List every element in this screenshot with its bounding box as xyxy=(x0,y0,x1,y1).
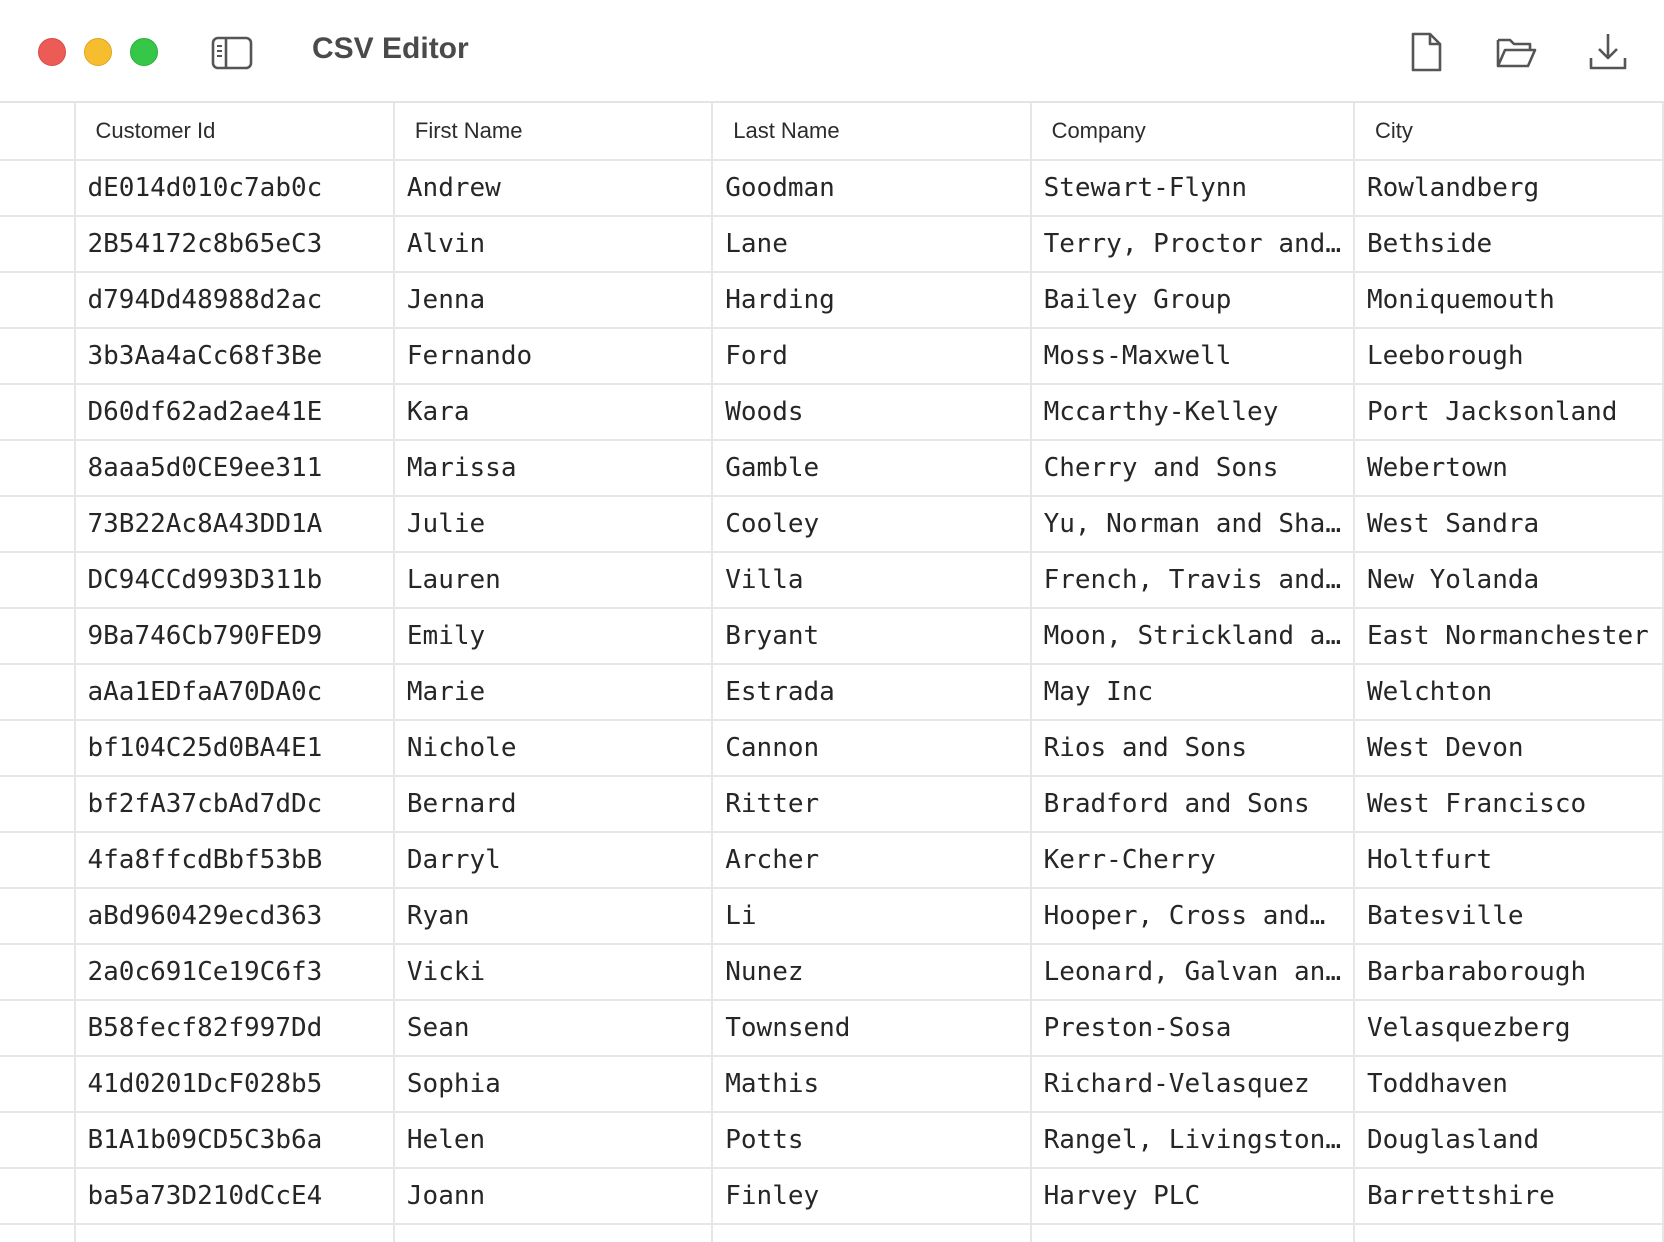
table-cell[interactable]: Yu, Norman and Sha… xyxy=(1031,496,1354,552)
table-cell[interactable]: Cannon xyxy=(712,720,1030,776)
row-number-cell xyxy=(0,888,75,944)
table-cell[interactable]: Leeborough xyxy=(1354,328,1663,384)
table-body xyxy=(0,160,1663,1242)
new-document-icon[interactable] xyxy=(1404,30,1448,74)
table-cell[interactable]: Mathis xyxy=(712,1056,1030,1112)
table-cell[interactable]: Ritter xyxy=(712,776,1030,832)
table-row[interactable] xyxy=(0,664,1663,720)
table-cell[interactable]: Barrettshire xyxy=(1354,1168,1663,1224)
csv-table-container[interactable] xyxy=(0,103,1664,1242)
table-cell[interactable]: Preston-Sosa xyxy=(1031,1000,1354,1056)
table-row[interactable] xyxy=(0,776,1663,832)
table-cell[interactable]: Leonard, Galvan an… xyxy=(1031,944,1354,1000)
download-icon[interactable] xyxy=(1586,30,1630,74)
table-row[interactable] xyxy=(0,720,1663,776)
column-header[interactable]: City xyxy=(1354,103,1663,160)
table-row[interactable] xyxy=(0,496,1663,552)
row-number-cell xyxy=(0,216,75,272)
table-row[interactable] xyxy=(0,888,1663,944)
table-cell[interactable]: Douglasland xyxy=(1354,1112,1663,1168)
zoom-window-button[interactable] xyxy=(130,38,158,66)
table-cell[interactable]: 9Ba746Cb790FED9 xyxy=(75,608,394,664)
row-number-header xyxy=(0,103,75,160)
table-cell[interactable]: Bernard xyxy=(394,776,712,832)
row-number-cell xyxy=(0,1056,75,1112)
row-number-cell xyxy=(0,608,75,664)
table-cell[interactable]: Ryan xyxy=(394,888,712,944)
table-cell[interactable]: Velasquezberg xyxy=(1354,1000,1663,1056)
table-cell[interactable]: May Inc xyxy=(1031,664,1354,720)
table-cell[interactable]: Stewart-Flynn xyxy=(1031,160,1354,216)
header-row xyxy=(0,103,1663,160)
table-cell[interactable]: Moon, Strickland a… xyxy=(1031,608,1354,664)
table-cell[interactable]: Welchton xyxy=(1354,664,1663,720)
table-cell[interactable]: Bradford and Sons xyxy=(1031,776,1354,832)
row-number-cell xyxy=(0,160,75,216)
table-cell[interactable]: Gamble xyxy=(712,440,1030,496)
table-cell[interactable]: Rangel, Livingston… xyxy=(1031,1112,1354,1168)
table-cell[interactable]: 4fa8ffcdBbf53bB xyxy=(75,832,394,888)
table-cell[interactable]: B58fecf82f997Dd xyxy=(75,1000,394,1056)
table-cell[interactable]: Townsend xyxy=(712,1000,1030,1056)
row-number-cell xyxy=(0,1168,75,1224)
table-cell[interactable]: Vicki xyxy=(394,944,712,1000)
table-cell[interactable]: bf104C25d0BA4E1 xyxy=(75,720,394,776)
table-row[interactable] xyxy=(0,608,1663,664)
table-cell[interactable]: Terry, Proctor and… xyxy=(1031,216,1354,272)
table-cell[interactable]: Richard-Velasquez xyxy=(1031,1056,1354,1112)
row-number-cell xyxy=(0,720,75,776)
table-cell[interactable]: Harvey PLC xyxy=(1031,1168,1354,1224)
window-title: CSV Editor xyxy=(312,32,469,65)
table-cell[interactable]: 8aaa5d0CE9ee311 xyxy=(75,440,394,496)
table-cell[interactable]: aBd960429ecd363 xyxy=(75,888,394,944)
table-cell[interactable]: Cherry and Sons xyxy=(1031,440,1354,496)
table-cell[interactable]: Barbaraborough xyxy=(1354,944,1663,1000)
table-cell[interactable]: Joann xyxy=(394,1168,712,1224)
table-cell[interactable]: Helen xyxy=(394,1112,712,1168)
table-cell[interactable]: Archer xyxy=(712,832,1030,888)
row-number-cell xyxy=(0,1224,75,1242)
table-cell[interactable]: ba5a73D210dCcE4 xyxy=(75,1168,394,1224)
table-cell[interactable]: Rios and Sons xyxy=(1031,720,1354,776)
table-cell[interactable]: 73B22Ac8A43DD1A xyxy=(75,496,394,552)
table-cell[interactable]: Port Jacksonland xyxy=(1354,384,1663,440)
table-cell[interactable]: Hooper, Cross and… xyxy=(1031,888,1354,944)
table-cell[interactable]: DC94CCd993D311b xyxy=(75,552,394,608)
table-row[interactable] xyxy=(0,1112,1663,1168)
table-row[interactable] xyxy=(0,160,1663,216)
row-number-cell xyxy=(0,552,75,608)
table-cell[interactable]: 3b3Aa4aCc68f3Be xyxy=(75,328,394,384)
open-folder-icon[interactable] xyxy=(1494,30,1538,74)
row-number-cell xyxy=(0,440,75,496)
row-number-cell xyxy=(0,664,75,720)
row-number-cell xyxy=(0,832,75,888)
table-cell[interactable]: Holtfurt xyxy=(1354,832,1663,888)
table-cell[interactable] xyxy=(712,1224,1030,1242)
table-cell[interactable] xyxy=(75,1224,394,1242)
table-cell[interactable]: Mccarthy-Kelley xyxy=(1031,384,1354,440)
table-cell[interactable]: West Sandra xyxy=(1354,496,1663,552)
table-cell[interactable]: New Yolanda xyxy=(1354,552,1663,608)
table-cell[interactable]: West Francisco xyxy=(1354,776,1663,832)
table-cell[interactable]: Kara xyxy=(394,384,712,440)
table-cell[interactable]: Estrada xyxy=(712,664,1030,720)
table-row[interactable] xyxy=(0,216,1663,272)
table-cell[interactable]: Moniquemouth xyxy=(1354,272,1663,328)
minimize-window-button[interactable] xyxy=(84,38,112,66)
csv-table xyxy=(0,103,1664,1242)
table-row[interactable] xyxy=(0,1000,1663,1056)
table-cell[interactable]: Bailey Group xyxy=(1031,272,1354,328)
table-row[interactable] xyxy=(0,384,1663,440)
table-cell[interactable]: Webertown xyxy=(1354,440,1663,496)
table-row[interactable] xyxy=(0,328,1663,384)
column-header[interactable]: Last Name xyxy=(712,103,1030,160)
table-cell[interactable]: Harding xyxy=(712,272,1030,328)
column-header[interactable]: Customer Id xyxy=(75,103,394,160)
table-cell[interactable]: West Devon xyxy=(1354,720,1663,776)
table-cell[interactable]: B1A1b09CD5C3b6a xyxy=(75,1112,394,1168)
table-row[interactable] xyxy=(0,1224,1663,1242)
table-cell[interactable]: Sophia xyxy=(394,1056,712,1112)
row-number-cell xyxy=(0,272,75,328)
table-row[interactable] xyxy=(0,944,1663,1000)
row-number-cell xyxy=(0,1112,75,1168)
column-header[interactable]: First Name xyxy=(394,103,712,160)
row-number-cell xyxy=(0,384,75,440)
row-number-cell xyxy=(0,1000,75,1056)
table-cell[interactable]: Julie xyxy=(394,496,712,552)
table-cell[interactable]: Marissa xyxy=(394,440,712,496)
table-cell[interactable]: Li xyxy=(712,888,1030,944)
table-cell[interactable]: Darryl xyxy=(394,832,712,888)
table-cell[interactable]: Alvin xyxy=(394,216,712,272)
table-cell[interactable]: Goodman xyxy=(712,160,1030,216)
table-cell[interactable]: Villa xyxy=(712,552,1030,608)
row-number-cell xyxy=(0,496,75,552)
table-cell[interactable]: D60df62ad2ae41E xyxy=(75,384,394,440)
table-cell[interactable]: Jenna xyxy=(394,272,712,328)
table-cell[interactable]: Potts xyxy=(712,1112,1030,1168)
table-cell[interactable]: French, Travis and… xyxy=(1031,552,1354,608)
table-cell[interactable]: Batesville xyxy=(1354,888,1663,944)
table-cell[interactable]: Cooley xyxy=(712,496,1030,552)
table-cell[interactable]: Marie xyxy=(394,664,712,720)
table-cell[interactable]: bf2fA37cbAd7dDc xyxy=(75,776,394,832)
table-cell[interactable]: Emily xyxy=(394,608,712,664)
table-cell[interactable]: Lane xyxy=(712,216,1030,272)
row-number-cell xyxy=(0,776,75,832)
table-row[interactable] xyxy=(0,1168,1663,1224)
row-number-cell xyxy=(0,328,75,384)
table-cell[interactable]: Fernando xyxy=(394,328,712,384)
table-cell[interactable]: 2a0c691Ce19C6f3 xyxy=(75,944,394,1000)
table-cell[interactable] xyxy=(1031,1224,1354,1242)
table-cell[interactable] xyxy=(1354,1224,1663,1242)
table-cell[interactable]: d794Dd48988d2ac xyxy=(75,272,394,328)
table-cell[interactable]: Sean xyxy=(394,1000,712,1056)
table-cell[interactable]: Woods xyxy=(712,384,1030,440)
table-cell[interactable]: Finley xyxy=(712,1168,1030,1224)
table-cell[interactable]: East Normanchester xyxy=(1354,608,1663,664)
table-cell[interactable]: Lauren xyxy=(394,552,712,608)
table-row[interactable] xyxy=(0,272,1663,328)
table-cell[interactable] xyxy=(394,1224,712,1242)
table-row[interactable] xyxy=(0,832,1663,888)
close-window-button[interactable] xyxy=(38,38,66,66)
table-cell[interactable]: aAa1EDfaA70DA0c xyxy=(75,664,394,720)
table-cell[interactable]: Nunez xyxy=(712,944,1030,1000)
table-cell[interactable]: 2B54172c8b65eC3 xyxy=(75,216,394,272)
table-cell[interactable]: Kerr-Cherry xyxy=(1031,832,1354,888)
table-cell[interactable]: Bethside xyxy=(1354,216,1663,272)
table-row[interactable] xyxy=(0,552,1663,608)
table-cell[interactable]: Rowlandberg xyxy=(1354,160,1663,216)
table-cell[interactable]: Toddhaven xyxy=(1354,1056,1663,1112)
table-row[interactable] xyxy=(0,440,1663,496)
table-cell[interactable]: 41d0201DcF028b5 xyxy=(75,1056,394,1112)
table-cell[interactable]: Ford xyxy=(712,328,1030,384)
table-cell[interactable]: Bryant xyxy=(712,608,1030,664)
title-bar xyxy=(0,0,1664,103)
column-header[interactable]: Company xyxy=(1031,103,1354,160)
table-cell[interactable]: Andrew xyxy=(394,160,712,216)
table-cell[interactable]: Moss-Maxwell xyxy=(1031,328,1354,384)
sidebar-toggle-icon[interactable] xyxy=(211,36,253,70)
table-cell[interactable]: dE014d010c7ab0c xyxy=(75,160,394,216)
row-number-cell xyxy=(0,944,75,1000)
table-row[interactable] xyxy=(0,1056,1663,1112)
table-cell[interactable]: Nichole xyxy=(394,720,712,776)
